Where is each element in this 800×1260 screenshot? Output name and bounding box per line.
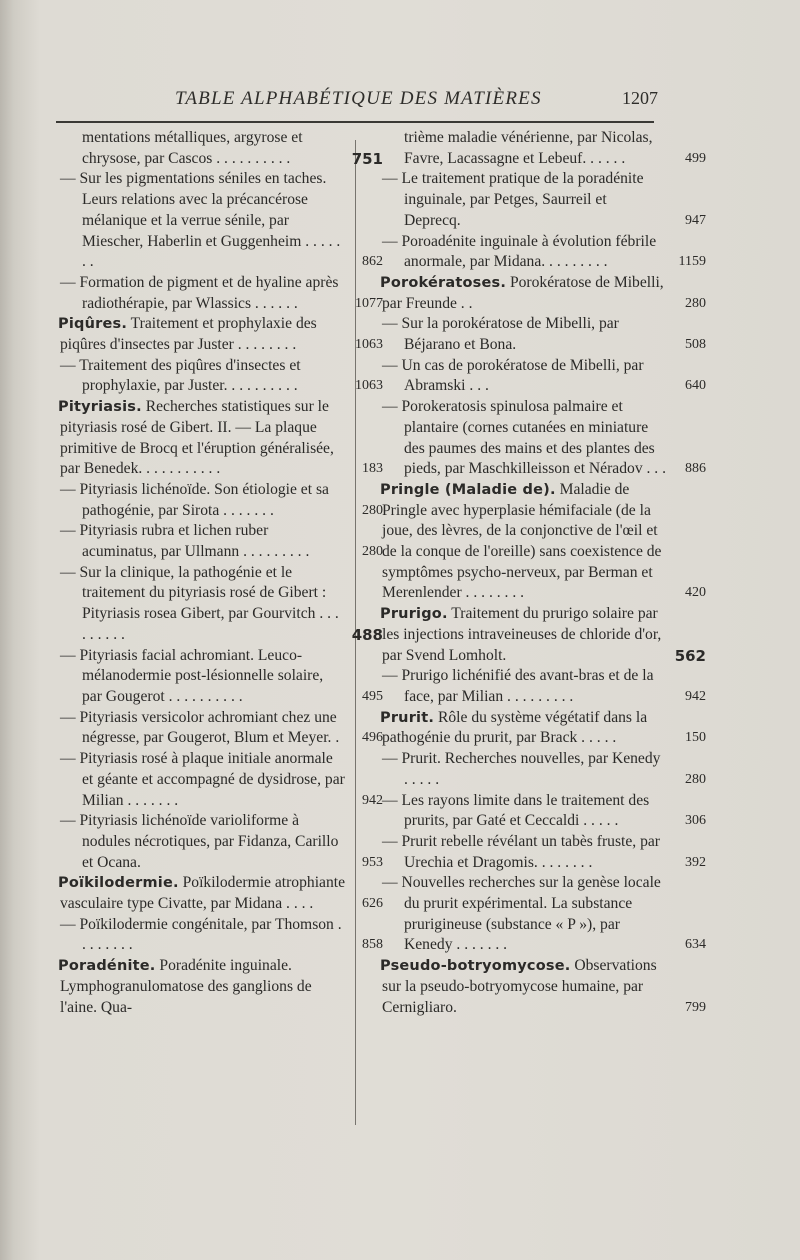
index-entry — [380, 708, 706, 749]
index-entry — [382, 232, 706, 273]
index-entry — [382, 666, 706, 707]
entry-page-number: 495 — [362, 688, 383, 704]
index-entry — [58, 873, 383, 914]
entry-page-number: 626 — [362, 896, 383, 912]
entry-text: — Porokeratosis spinulosa palmaire et plantaire (cornes cutanées en miniature des paumes des mains et des plantes des pieds, par Maschkilleisson et Néradov . . . — [382, 398, 667, 478]
entry-text: — Pityriasis facial achromiant. Leuco-mélanodermie post-lésionnelle solaire, par Gougerot . . . . . . . . . . — [60, 646, 324, 705]
entry-text: — Prurit rebelle révélant un tabès fruste, par Urechia et Dragomis. . . . . . . . — [382, 832, 660, 871]
entry-page-number: 496 — [362, 730, 383, 746]
entry-text: — Prurigo lichénifié des avant-bras et de la face, par Milian . . . . . . . . . — [382, 667, 654, 705]
entry-page-number: 942 — [362, 792, 383, 808]
index-entry — [58, 397, 383, 480]
entry-text: — Formation de pigment et de hyaline après radiothérapie, par Wlassics . . . . . . — [60, 273, 339, 312]
entry-heading: Piqûres. — [58, 316, 128, 333]
index-entry — [382, 832, 706, 873]
entry-text: — Pityriasis rosé à plaque initiale anormale et géante et accompagné de dysidrose, par Milian . . . . . . . — [60, 750, 345, 809]
entry-page-number: 280 — [685, 295, 706, 311]
entry-heading: Poïkilodermie. — [58, 875, 179, 892]
page-number: 1207 — [622, 88, 658, 108]
entry-page-number: 886 — [685, 461, 706, 477]
entry-page-number: 751 — [351, 149, 383, 168]
right-column — [380, 128, 706, 1018]
index-entry — [60, 708, 383, 749]
index-entry — [382, 397, 706, 480]
page-header — [175, 88, 660, 118]
entry-page-number: 1063 — [355, 337, 383, 353]
entry-text: — Poïkilodermie congénitale, par Thomson . . . . . . . . — [60, 915, 342, 954]
entry-text: — Un cas de porokératose de Mibelli, par Abramski . . . — [382, 356, 644, 395]
entry-text: — Pityriasis rubra et lichen ruber acuminatus, par Ullmann . . . . . . . . . — [60, 522, 310, 561]
running-title: TABLE ALPHABÉTIQUE DES MATIÈRES — [175, 88, 542, 109]
entry-page-number: 280 — [362, 544, 383, 560]
entry-text: — Sur la clinique, la pathogénie et le traitement du pityriasis rosé de Gibert : Pityriasis rosea Gibert, par Gourvitch . . . . . . . . . — [60, 563, 339, 643]
entry-heading: Prurigo. — [380, 606, 448, 623]
entry-text: mentations métalliques, argyrose et chrysose, par Cascos . . . . . . . . . . — [82, 129, 303, 167]
entry-text: — Traitement des piqûres d'insectes et prophylaxie, par Juster. . . . . . . . . . — [60, 356, 301, 395]
entry-text: Rôle du système végétatif dans la pathogénie du prurit, par Brack . . . . . — [382, 708, 648, 747]
entry-page-number: 183 — [362, 461, 383, 477]
index-entry — [60, 563, 383, 646]
entry-text: Recherches statistiques sur le pityriasis rosé de Gibert. II. — La plaque primitive de Brocq et l'éruption généralisée, par Benedek. . . . . . . . . . . — [60, 398, 334, 478]
index-entry — [60, 169, 383, 273]
index-entry — [60, 811, 383, 873]
entry-heading: Pringle (Maladie de). — [380, 481, 556, 498]
entry-page-number: 392 — [685, 854, 706, 870]
entry-heading: Poradénite. — [58, 958, 156, 975]
entry-page-number: 499 — [685, 150, 706, 166]
index-entry — [380, 604, 706, 666]
entry-page-number: 508 — [685, 337, 706, 353]
entry-text: Traitement et prophylaxie des piqûres d'insectes par Juster . . . . . . . . — [60, 315, 317, 354]
index-entry — [382, 749, 706, 790]
index-entry — [382, 791, 706, 832]
entry-text: trième maladie vénérienne, par Nicolas, Favre, Lacassagne et Lebeuf. . . . . . — [404, 129, 653, 167]
entry-text: Poïkilodermie atrophiante vasculaire type Civatte, par Midana . . . . — [60, 874, 346, 913]
entry-text: — Pityriasis lichénoïde varioliforme à nodules nécrotiques, par Fidanza, Carillo et Ocana. — [60, 812, 339, 871]
entry-text: — Sur les pigmentations séniles en taches. Leurs relations avec la précancérose mélanique et la verrue sénile, par Miescher, Haberlin et Guggenheim . . . . . . . — [60, 170, 341, 271]
entry-text: — Pityriasis versicolor achromiant chez une négresse, par Gougerot, Blum et Meyer. . — [60, 708, 340, 747]
index-entry — [382, 169, 706, 231]
entry-text: Maladie de Pringle avec hyperplasie hémifaciale (de la joue, des lèvres, de la conjonctive de l'œil et de la conque de l'oreille) sans coexistence de symptômes psycho-nerveux, par Berman et Merenlender . . . . . . . . — [382, 480, 662, 602]
entry-page-number: 280 — [685, 771, 706, 787]
entry-page-number: 640 — [685, 378, 706, 394]
entry-page-number: 150 — [685, 730, 706, 746]
index-entry — [382, 356, 706, 397]
entry-page-number: 947 — [685, 212, 706, 228]
index-entry — [60, 273, 383, 314]
index-entry — [60, 956, 345, 1018]
entry-page-number: 1159 — [678, 254, 706, 270]
index-entry — [382, 314, 706, 355]
entry-page-number: 562 — [674, 646, 706, 665]
index-entry — [60, 480, 383, 521]
index-entry — [60, 128, 383, 169]
header-rule — [56, 121, 654, 123]
index-entry — [60, 356, 383, 397]
index-entry — [60, 646, 383, 708]
entry-page-number: 280 — [362, 502, 383, 518]
entry-page-number: 862 — [362, 254, 383, 270]
entry-page-number: 420 — [685, 585, 706, 601]
entry-text: — Le traitement pratique de la poradénite inguinale, par Petges, Saurreil et Deprecq. — [382, 170, 644, 229]
index-entry — [380, 956, 706, 1018]
index-entry — [60, 521, 383, 562]
left-column — [58, 128, 383, 1018]
entry-text: — Prurit. Recherches nouvelles, par Kenedy . . . . . — [382, 750, 661, 788]
entry-page-number: 488 — [351, 625, 383, 644]
index-entry — [58, 314, 383, 355]
entry-text: Traitement du prurigo solaire par les injections intraveineuses de chloride d'or, par Svend Lomholt. — [382, 605, 662, 664]
entry-page-number: 799 — [685, 999, 706, 1015]
index-entry — [60, 749, 383, 811]
index-entry — [382, 873, 706, 956]
entry-text: — Les rayons limite dans le traitement des prurits, par Gaté et Ceccaldi . . . . . — [382, 791, 650, 830]
entry-heading: Pityriasis. — [58, 399, 142, 416]
entry-page-number: 634 — [685, 937, 706, 953]
index-entry — [380, 480, 706, 604]
entry-text: Observations sur la pseudo-botryomycose humaine, par Cernigliaro. — [382, 957, 657, 1016]
entry-page-number: 1063 — [355, 378, 383, 394]
entry-page-number: 953 — [362, 854, 383, 870]
index-entry — [382, 128, 706, 169]
entry-text: — Poroadénite inguinale à évolution fébrile anormale, par Midana. . . . . . . . . — [382, 232, 657, 271]
entry-text: Porokératose de Mibelli, par Freunde . . — [382, 273, 664, 312]
entry-text: — Pityriasis lichénoïde. Son étiologie et sa pathogénie, par Sirota . . . . . . . — [60, 480, 329, 519]
entry-text: — Sur la porokératose de Mibelli, par Béjarano et Bona. — [382, 315, 619, 354]
index-entry — [380, 273, 706, 314]
entry-heading: Pseudo-botryomycose. — [380, 958, 571, 975]
entry-text: Poradénite inguinale. Lymphogranulomatose des ganglions de l'aine. Qua- — [60, 957, 312, 1016]
entry-page-number: 942 — [685, 688, 706, 704]
entry-heading: Porokératoses. — [380, 274, 507, 291]
entry-page-number: 306 — [685, 813, 706, 829]
entry-page-number: 858 — [362, 937, 383, 953]
entry-page-number: 1077 — [355, 295, 383, 311]
entry-text: — Nouvelles recherches sur la genèse locale du prurit expérimental. La substance prurigineuse (substance « P »), par Kenedy . . . . . . . — [382, 874, 661, 954]
entry-heading: Prurit. — [380, 709, 435, 726]
index-entry — [60, 915, 383, 956]
